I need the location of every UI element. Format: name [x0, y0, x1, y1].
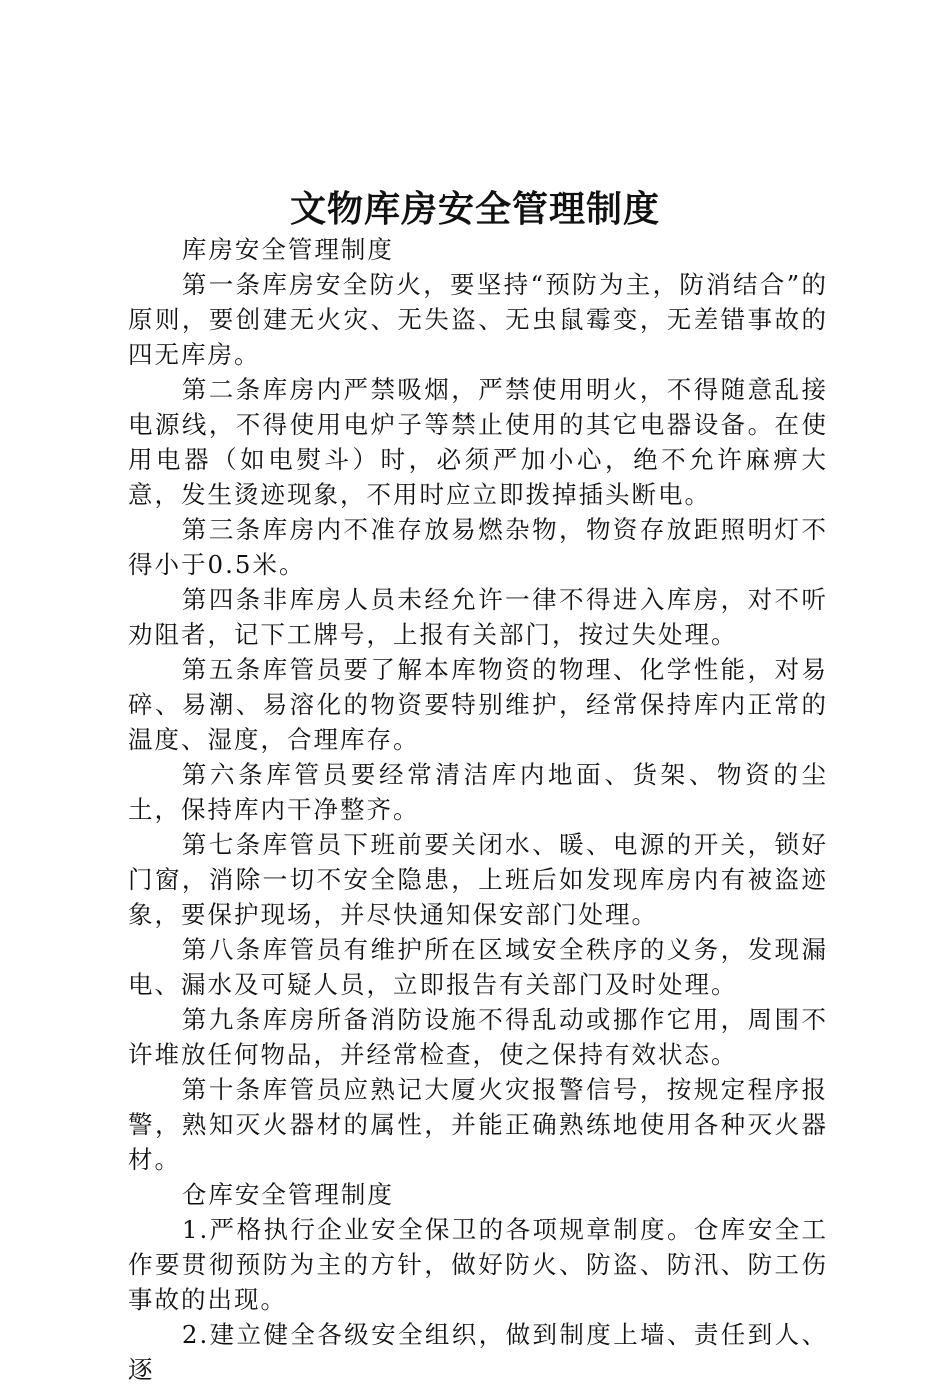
article-10: 第十条库管员应熟记大厦火灾报警信号，按规定程序报警，熟知灭火器材的属性，并能正确熟练地使用各种灭火器材。	[128, 1075, 828, 1174]
section-heading-warehouse-rules: 库房安全管理制度	[181, 235, 394, 264]
section-heading-storehouse-rules: 仓库安全管理制度	[181, 1180, 394, 1209]
document-title: 文物库房安全管理制度	[289, 188, 660, 230]
article-4: 第四条非库房人员未经允许一律不得进入库房，对不听劝阻者，记下工牌号，上报有关部门，按过失处理。	[128, 585, 828, 649]
article-3: 第三条库房内不准存放易燃杂物，物资存放距照明灯不得小于0.5米。	[128, 515, 828, 579]
article-8: 第八条库管员有维护所在区域安全秩序的义务，发现漏电、漏水及可疑人员，立即报告有关部门及时处理。	[128, 935, 828, 999]
document-body	[128, 232, 828, 1387]
article-5: 第五条库管员要了解本库物资的物理、化学性能，对易碎、易潮、易溶化的物资要特别维护，经常保持库内正常的温度、湿度，合理库存。	[128, 655, 828, 754]
rule-item-2: 2.建立健全各级安全组织，做到制度上墙、责任到人、逐	[128, 1320, 828, 1384]
article-9: 第九条库房所备消防设施不得乱动或挪作它用，周围不许堆放任何物品，并经常检查，使之保持有效状态。	[128, 1005, 828, 1069]
rule-item-1: 1.严格执行企业安全保卫的各项规章制度。仓库安全工作要贯彻预防为主的方针，做好防火、防盗、防汛、防工伤事故的出现。	[128, 1215, 828, 1314]
article-2: 第二条库房内严禁吸烟，严禁使用明火，不得随意乱接电源线，不得使用电炉子等禁止使用的其它电器设备。在使用电器（如电熨斗）时，必须严加小心，绝不允许麻痹大意，发生烫迹现象，不用时应立即拨掉插头断电。	[128, 375, 828, 509]
article-6: 第六条库管员要经常清洁库内地面、货架、物资的尘土，保持库内干净整齐。	[128, 760, 828, 824]
article-7: 第七条库管员下班前要关闭水、暖、电源的开关，锁好门窗，消除一切不安全隐患，上班后如发现库房内有被盗迹象，要保护现场，并尽快通知保安部门处理。	[128, 830, 828, 929]
article-1: 第一条库房安全防火，要坚持“预防为主，防消结合”的原则，要创建无火灾、无失盗、无虫鼠霉变，无差错事故的四无库房。	[128, 270, 828, 369]
